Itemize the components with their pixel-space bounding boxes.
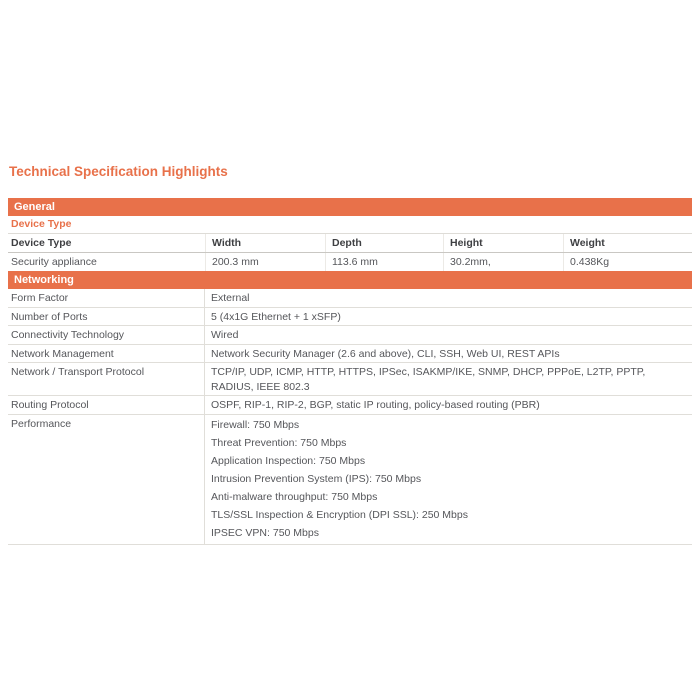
table-row-network-management: [8, 345, 692, 364]
table-row-number-of-ports: [8, 308, 692, 327]
row-label: Number of Ports: [8, 308, 205, 326]
cell-device-type: Security appliance: [11, 256, 97, 268]
column-header-height: Height: [443, 234, 563, 252]
column-header-weight: Weight: [563, 234, 692, 252]
performance-line-ipsec-vpn: IPSEC VPN: 750 Mbps: [211, 527, 319, 539]
row-value-performance-list: [205, 415, 692, 544]
performance-line-ips: Intrusion Prevention System (IPS): 750 Mbps: [211, 473, 422, 485]
cell-depth: 113.6 mm: [325, 253, 443, 271]
row-value: TCP/IP, UDP, ICMP, HTTP, HTTPS, IPSec, ISAKMP/IKE, SNMP, DHCP, PPPoE, L2TP, PPTP, RADIUS, IEEE 802.3: [211, 366, 646, 393]
table-row-network-transport-protocol: [8, 363, 692, 396]
row-label: Connectivity Technology: [8, 326, 205, 344]
column-header-device-type: Device Type: [11, 237, 72, 249]
row-value: 5 (4x1G Ethernet + 1 xSFP): [211, 310, 341, 323]
table-row-form-factor: [8, 289, 692, 308]
row-value: Network Security Manager (2.6 and above), CLI, SSH, Web UI, REST APIs: [211, 347, 560, 360]
cell-weight: 0.438Kg: [563, 253, 692, 271]
table-row-performance: [8, 415, 692, 545]
column-header-width: Width: [205, 234, 325, 252]
row-label: Form Factor: [8, 289, 205, 307]
performance-line-application-inspection: Application Inspection: 750 Mbps: [211, 455, 366, 467]
row-value: OSPF, RIP-1, RIP-2, BGP, static IP routing, policy-based routing (PBR): [211, 399, 540, 411]
row-value: Wired: [211, 329, 239, 341]
table-row-connectivity-technology: [8, 326, 692, 345]
section-networking: [8, 271, 692, 545]
general-table-header-row: [8, 234, 692, 253]
section-header-general: General: [8, 198, 692, 216]
section-header-networking: Networking: [8, 271, 692, 289]
performance-line-firewall: Firewall: 750 Mbps: [211, 419, 300, 431]
general-table-data-row: [8, 253, 692, 271]
general-subheader-device-type: Device Type: [8, 216, 692, 234]
cell-height: 30.2mm,: [443, 253, 563, 271]
performance-line-tls-ssl: TLS/SSL Inspection & Encryption (DPI SSL): 250 Mbps: [211, 509, 468, 521]
row-label: Network / Transport Protocol: [8, 363, 205, 395]
section-general: [8, 198, 692, 271]
row-label: Performance: [8, 415, 205, 544]
performance-line-threat-prevention: Threat Prevention: 750 Mbps: [211, 437, 347, 449]
row-label: Routing Protocol: [8, 396, 205, 414]
cell-width: 200.3 mm: [205, 253, 325, 271]
spec-content: [8, 164, 692, 545]
row-value: External: [211, 292, 250, 304]
page-title: Technical Specification Highlights: [9, 164, 228, 179]
column-header-depth: Depth: [325, 234, 443, 252]
row-label: Network Management: [8, 345, 205, 363]
table-row-routing-protocol: [8, 396, 692, 415]
performance-line-anti-malware: Anti-malware throughput: 750 Mbps: [211, 491, 378, 503]
